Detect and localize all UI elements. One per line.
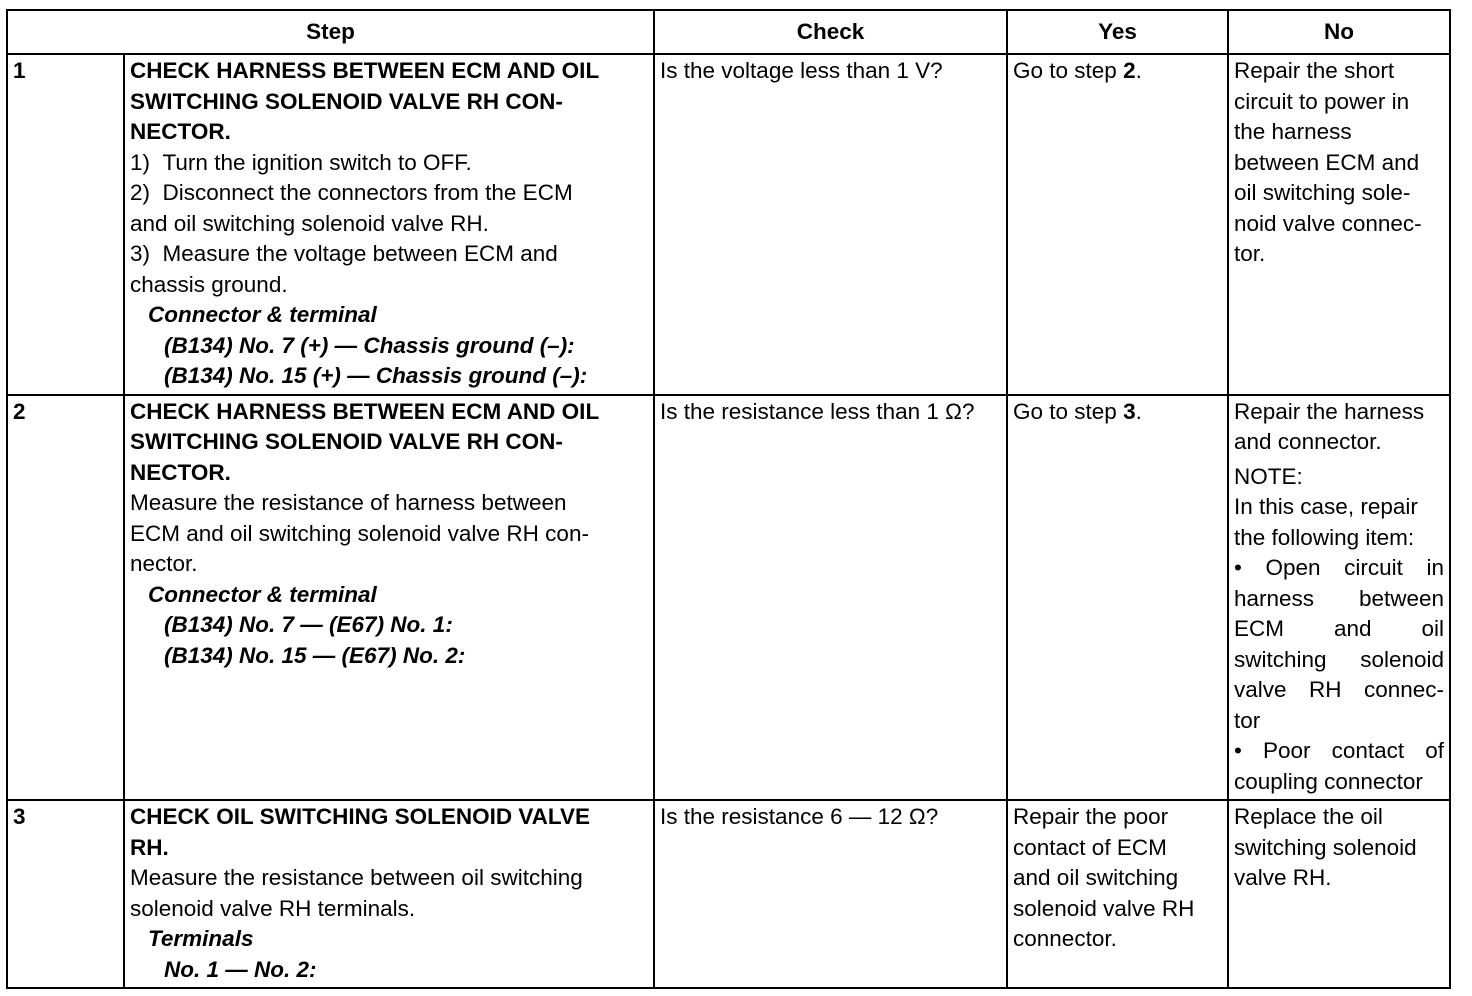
yes-text: Go to step: [1013, 398, 1124, 424]
no-line: tor: [1234, 707, 1261, 733]
yes-cell: [1007, 800, 1228, 988]
no-line: the following item:: [1234, 524, 1415, 550]
step-title-line: SWITCHING SOLENOID VALVE RH CON-: [130, 88, 563, 114]
table-row: [7, 54, 1450, 395]
yes-line: Repair the poor: [1013, 804, 1169, 829]
yes-line: and oil switching: [1013, 865, 1179, 890]
check-cell: Is the voltage less than 1 V?: [654, 54, 1007, 395]
yes-suffix: .: [1135, 398, 1142, 424]
terminal-line: (B134) No. 7 (+) — Chassis ground (–):: [164, 332, 575, 358]
terminal-line: (B134) No. 15 — (E67) No. 2:: [164, 642, 466, 668]
no-line: oil switching sole-: [1234, 180, 1411, 205]
no-line: between ECM and: [1234, 149, 1420, 175]
terminal-line: No. 1 — No. 2:: [164, 956, 317, 982]
instruction-line: 2) Disconnect the connectors from the ECM: [130, 180, 573, 205]
no-line: valve RH.: [1234, 865, 1332, 890]
instruction-line: 3) Measure the voltage between ECM and: [130, 241, 558, 266]
check-cell: Is the resistance less than 1 Ω?: [654, 395, 1007, 801]
step-number: 3: [7, 800, 124, 988]
check-cell: Is the resistance 6 — 12 Ω?: [654, 800, 1007, 988]
step-title-line: SWITCHING SOLENOID VALVE RH CON-: [130, 429, 563, 454]
yes-line: connector.: [1013, 926, 1117, 951]
no-line: • Open circuit in: [1234, 555, 1445, 580]
header-row: [7, 10, 1450, 54]
instruction-line: solenoid valve RH terminals.: [130, 895, 416, 921]
no-line: the harness: [1234, 119, 1352, 144]
step-title-line: CHECK HARNESS BETWEEN ECM AND OIL: [130, 398, 600, 424]
instruction-line: ECM and oil switching solenoid valve RH con-: [130, 520, 589, 546]
yes-cell: [1007, 395, 1228, 801]
yes-suffix: .: [1135, 58, 1142, 83]
no-line: switching solenoid: [1234, 834, 1417, 860]
no-cell: [1228, 395, 1450, 801]
instruction-line: Measure the resistance between oil switching: [130, 865, 583, 890]
no-line: valve RH connec-: [1234, 677, 1445, 702]
no-line: noid valve connec-: [1234, 210, 1422, 236]
step-title-line: CHECK HARNESS BETWEEN ECM AND OIL: [130, 58, 600, 83]
instruction-line: and oil switching solenoid valve RH.: [130, 210, 489, 236]
instruction-line: Measure the resistance of harness between: [130, 490, 567, 515]
no-cell: [1228, 800, 1450, 988]
no-line: coupling connector: [1234, 768, 1423, 794]
step-cell: [124, 54, 654, 395]
no-line: harness between: [1234, 585, 1445, 611]
diagnostic-table: [6, 9, 1451, 989]
yes-cell: [1007, 54, 1228, 395]
no-line: In this case, repair: [1234, 494, 1418, 519]
no-line: Repair the short: [1234, 58, 1395, 83]
instruction-line: 1) Turn the ignition switch to OFF.: [130, 149, 472, 175]
yes-line: solenoid valve RH: [1013, 895, 1195, 921]
terminal-heading: Connector & terminal: [148, 581, 377, 607]
no-line: • Poor contact of: [1234, 738, 1445, 763]
no-line: tor.: [1234, 241, 1266, 266]
table-row: [7, 800, 1450, 988]
step-title-line: RH.: [130, 834, 169, 860]
note-label: NOTE:: [1234, 463, 1303, 489]
yes-text: Go to step: [1013, 58, 1124, 83]
step-number: 1: [7, 54, 124, 395]
no-line: ECM and oil: [1234, 616, 1445, 641]
no-cell: [1228, 54, 1450, 395]
step-title-line: NECTOR.: [130, 119, 231, 144]
no-line: circuit to power in: [1234, 88, 1410, 114]
no-line: Repair the harness: [1234, 398, 1425, 424]
no-line: switching solenoid: [1234, 646, 1445, 672]
table-row: [7, 395, 1450, 801]
instruction-line: chassis ground.: [130, 271, 288, 297]
yes-line: contact of ECM: [1013, 834, 1167, 860]
step-title-line: CHECK OIL SWITCHING SOLENOID VALVE: [130, 804, 591, 829]
yes-step-ref: 2: [1123, 58, 1136, 83]
step-cell: [124, 800, 654, 988]
terminal-line: (B134) No. 7 — (E67) No. 1:: [164, 612, 453, 637]
header-check: Check: [654, 10, 1007, 54]
header-yes: Yes: [1007, 10, 1228, 54]
header-no: No: [1228, 10, 1450, 54]
no-line: and connector.: [1234, 429, 1382, 454]
instruction-line: nector.: [130, 551, 198, 576]
terminal-line: (B134) No. 15 (+) — Chassis ground (–):: [164, 363, 588, 388]
header-step: Step: [7, 10, 654, 54]
step-title-line: NECTOR.: [130, 459, 231, 485]
step-cell: [124, 395, 654, 801]
step-number: 2: [7, 395, 124, 801]
terminal-heading: Terminals: [148, 926, 254, 951]
no-line: Replace the oil: [1234, 804, 1383, 829]
terminal-heading: Connector & terminal: [148, 302, 377, 327]
yes-step-ref: 3: [1123, 398, 1136, 424]
